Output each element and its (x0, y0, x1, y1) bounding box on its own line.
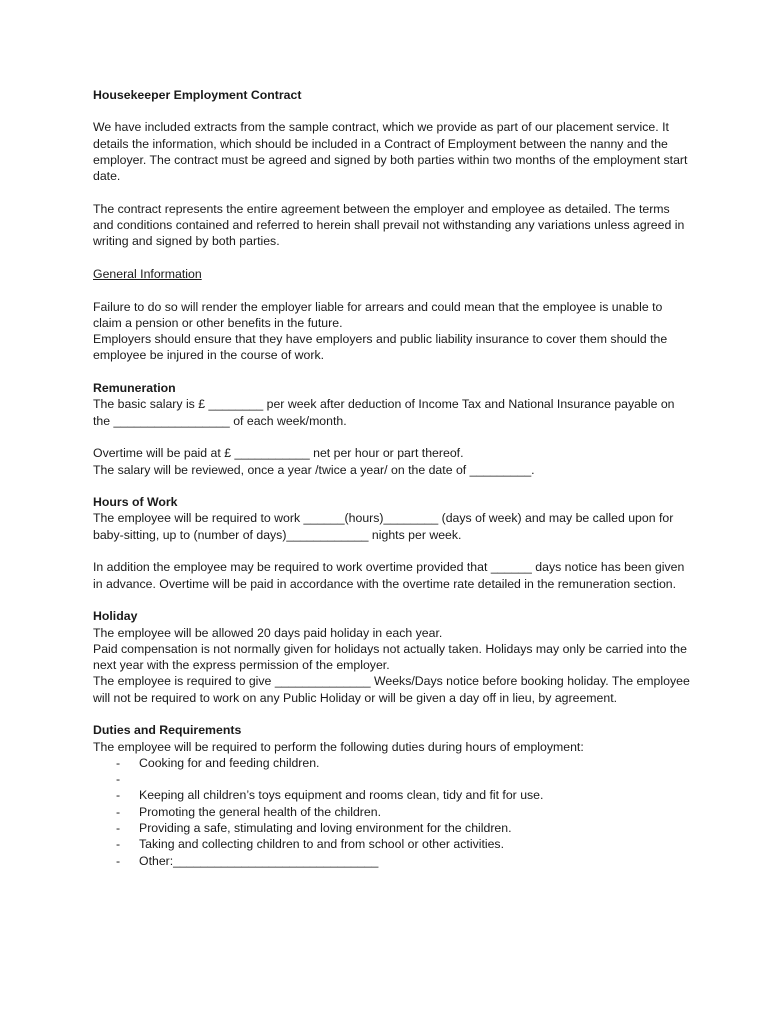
holiday-line-1: The employee will be allowed 20 days paid holiday in each year. (93, 625, 443, 640)
holiday-section (93, 625, 693, 706)
list-item-text: Providing a safe, stimulating and loving environment for the children. (139, 821, 512, 836)
list-item-text: Taking and collecting children to and from school or other activities. (139, 837, 504, 852)
list-item (93, 820, 693, 836)
bullet-dash: - (116, 772, 121, 787)
holiday-line-2: Paid compensation is not normally given for holidays not actually taken. Holidays may only be carried into the next year with the express permission of the employer. (93, 641, 687, 673)
duties-intro: The employee will be required to perform the following duties during hours of employment: (93, 739, 584, 754)
list-item (93, 771, 693, 787)
list-item (93, 836, 693, 852)
list-item (93, 804, 693, 820)
document-title: Housekeeper Employment Contract (93, 88, 302, 102)
list-item-text: Promoting the general health of the children. (139, 804, 381, 819)
bullet-dash: - (116, 804, 121, 819)
list-item (93, 787, 693, 803)
general-information-line-1: Failure to do so will render the employer liable for arrears and could mean that the employee is unable to claim a pension or other benefits in the future. (93, 299, 663, 330)
intro-paragraph-2: The contract represents the entire agreement between the employer and employee as detailed. The terms and conditions contained and referred to herein shall prevail not withstanding any variations unless agreed in writing and signed by both parties. (93, 201, 685, 249)
remuneration-overtime-line: Overtime will be paid at £ ___________ net per hour or part thereof. (93, 446, 464, 461)
remuneration-heading: Remuneration (93, 381, 176, 396)
bullet-dash: - (116, 788, 121, 803)
remuneration-paragraph-1: The basic salary is £ ________ per week after deduction of Income Tax and National Insurance payable on the _________________ of each week/month. (93, 397, 675, 428)
general-information-line-2: Employers should ensure that they have employers and public liability insurance to cover them should the employee be injured in the course of work. (93, 332, 668, 363)
holiday-line-3: The employee is required to give ______________ Weeks/Days notice before booking holiday. The employee will not be required to work on any Public Holiday or will be given a day off in lieu, by agreement. (93, 674, 690, 705)
list-item (93, 853, 693, 869)
intro-paragraph-1: We have included extracts from the sample contract, which we provide as part of our placement service. It details the information, which should be included in a Contract of Employment between the nanny and the employer. The contract must be agreed and signed by both parties within two months of the employment start date. (93, 120, 688, 184)
list-item-text: Keeping all children’s toys equipment and rooms clean, tidy and fit for use. (139, 788, 544, 803)
remuneration-overtime-section (93, 445, 693, 478)
holiday-heading: Holiday (93, 609, 138, 624)
bullet-dash: - (116, 837, 121, 852)
bullet-dash: - (116, 853, 121, 868)
list-item-text: Other:______________________________ (139, 853, 379, 868)
hours-of-work-paragraph-2: In addition the employee may be required to work overtime provided that ______ days notice has been given in advance. Overtime will be paid in accordance with the overtime rate detailed in the remuneration section. (93, 560, 685, 591)
contract-page (93, 87, 693, 869)
remuneration-review-line: The salary will be reviewed, once a year /twice a year/ on the date of _________. (93, 462, 535, 477)
bullet-dash: - (116, 821, 121, 836)
list-item-text: Cooking for and feeding children. (139, 755, 320, 770)
general-information-heading: General Information (93, 266, 202, 281)
duties-heading: Duties and Requirements (93, 723, 242, 738)
duties-list (93, 755, 693, 869)
list-item (93, 755, 693, 771)
hours-of-work-paragraph-1: The employee will be required to work ______(hours)________ (days of week) and may be called upon for baby-sitting, up to (number of days)____________ nights per week. (93, 511, 674, 542)
hours-of-work-heading: Hours of Work (93, 495, 178, 510)
bullet-dash: - (116, 755, 121, 770)
general-information-section (93, 299, 693, 364)
